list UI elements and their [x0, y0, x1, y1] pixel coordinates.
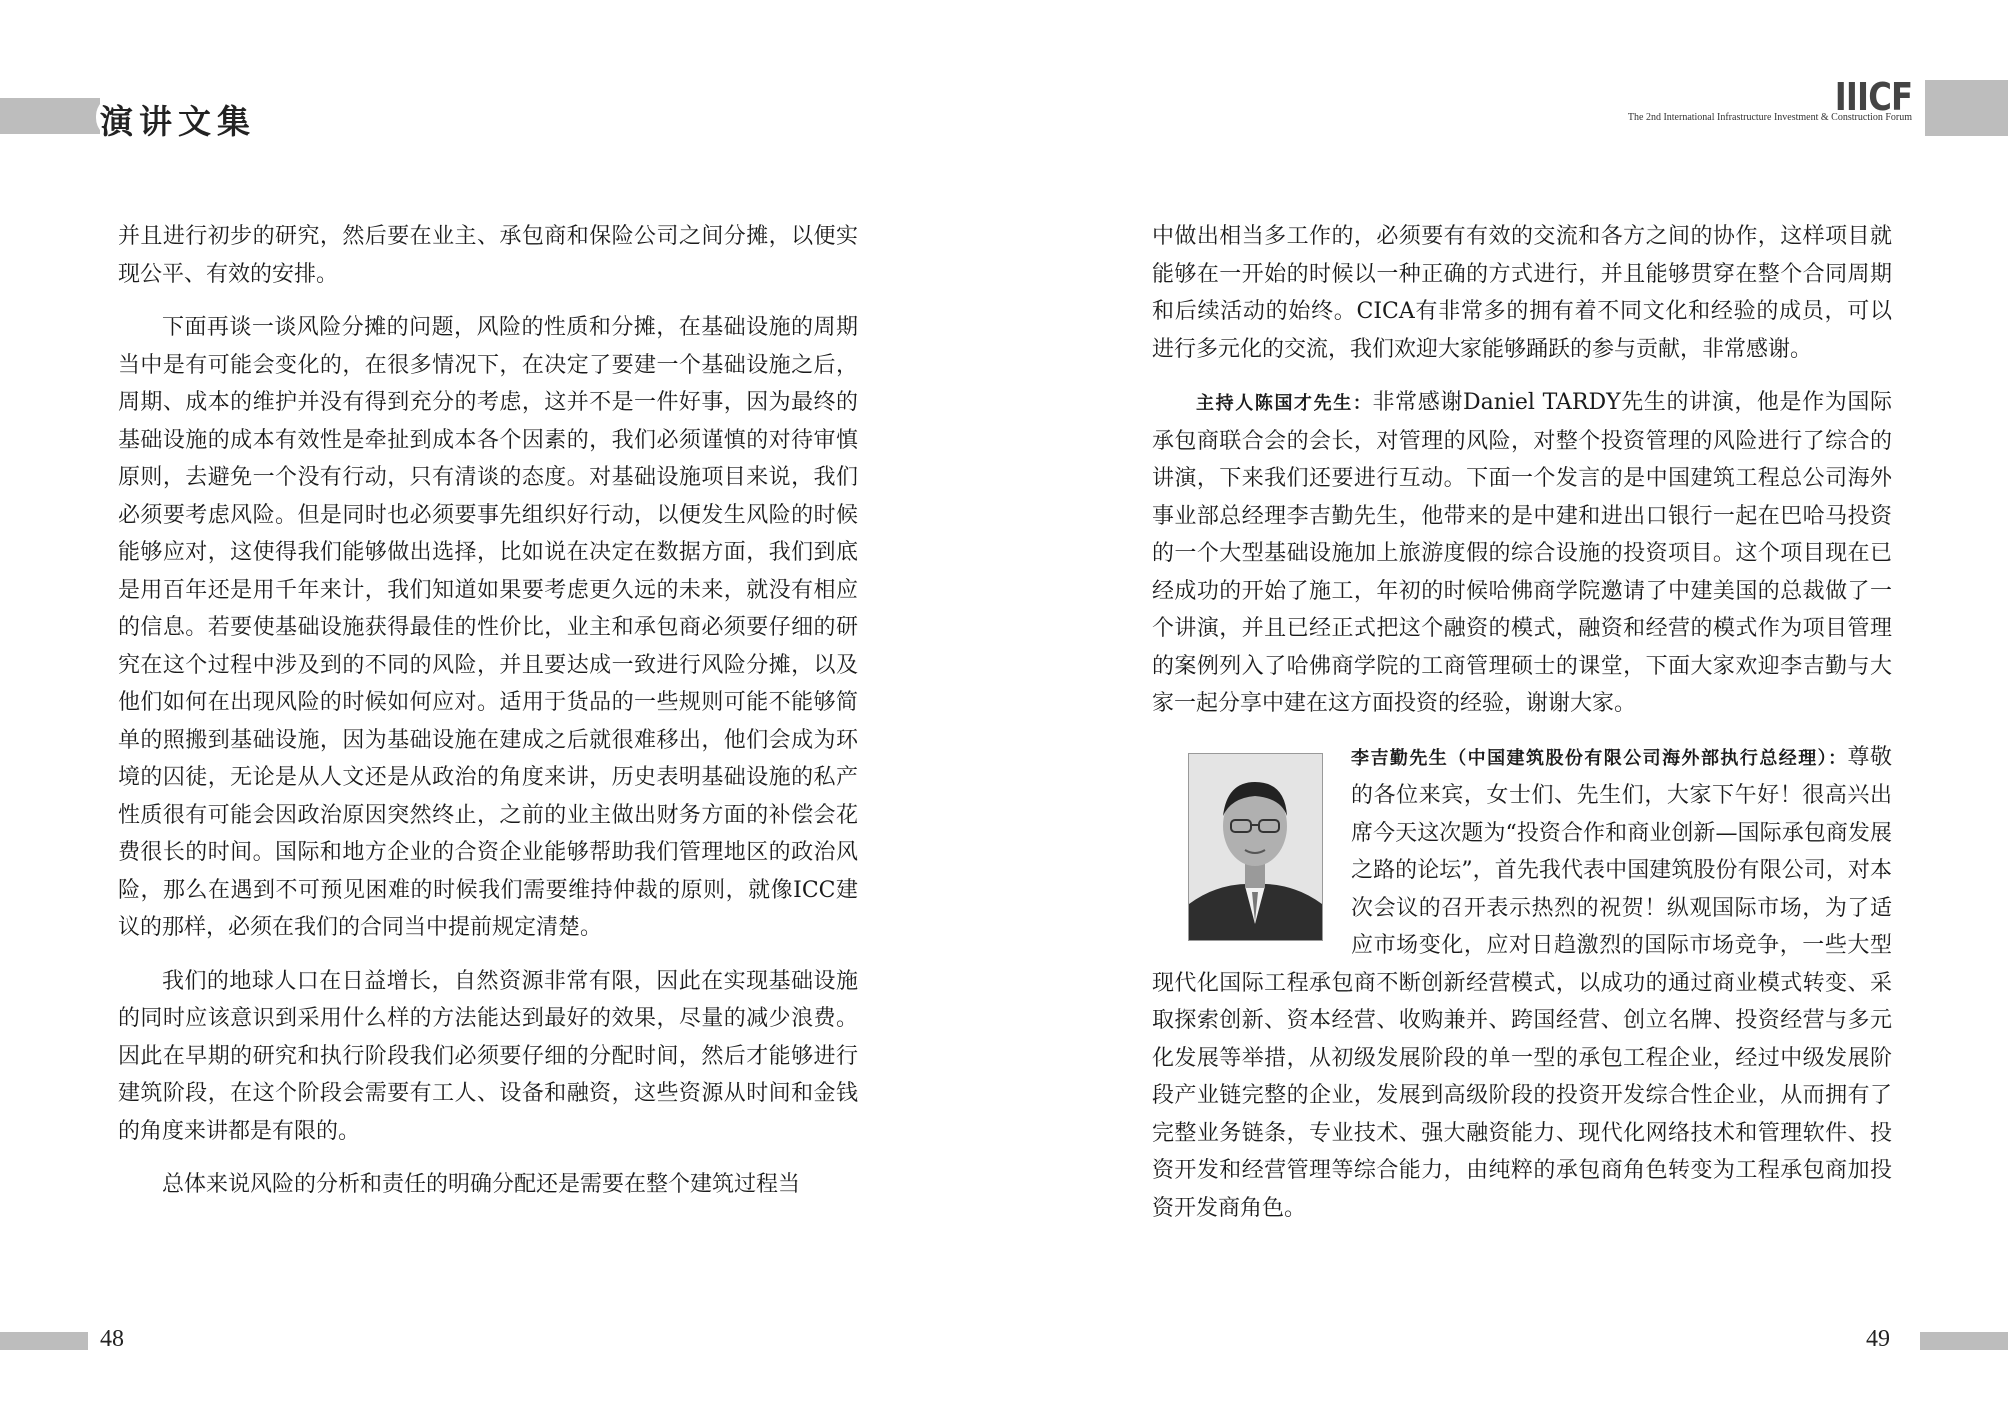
- section-title: 演讲文集: [100, 102, 256, 141]
- speaker-photo: [1188, 753, 1323, 941]
- forum-logo: IIICF: [1834, 75, 1912, 119]
- right-page-body: [1152, 218, 1892, 1243]
- paragraph: 总体来说风险的分析和责任的明确分配还是需要在整个建筑过程当: [162, 1172, 801, 1197]
- footer-bar-right: [1920, 1332, 2008, 1350]
- paragraph: 下面再谈一谈风险分摊的问题，风险的性质和分摊，在基础设施的周期当中是有可能会变化的，在很多情况下，在决定了要建一个基础设施之后，周期、成本的维护并没有得到充分的考虑，这并不是一件好事，因为最终的基础设施的成本有效性是牵扯到成本各个因素的，我们必须谨慎的对待审慎原则，去避免一个没有行动，只有清谈的态度。对基础设施项目来说，我们必须要考虑风险。但是同时也必须要事先组织好行动，以便发生风险的时候能够应对，这使得我们能够做出选择，比如说在决定在数据方面，我们到底是用百年还是用千年来计，我们知道如果要考虑更久远的未来，就没有相应的信息。若要使基础设施获得最佳的性价比，业主和承包商必须要仔细的研究在这个过程中涉及到的不同的风险，并且要达成一致进行风险分摊，以及他们如何在出现风险的时候如何应对。适用于货品的一些规则可能不能够简单的照搬到基础设施，因为基础设施在建成之后就很难移出，他们会成为环境的囚徒，无论是从人文还是从政治的角度来讲，历史表明基础设施的私产性质很有可能会因政治原因突然终止，之前的业主做出财务方面的补偿会花费很长的时间。国际和地方企业的合资企业能够帮助我们管理地区的政治风险，那么在遇到不可预见困难的时候我们需要维持仲裁的原则，就像ICC建议的那样，必须在我们的合同当中提前规定清楚。: [118, 315, 858, 940]
- forum-logo-subtitle: The 2nd International Infrastructure Investment & Construction Forum: [1627, 112, 1912, 123]
- left-page-body: [118, 218, 858, 1220]
- page-number-right: 49: [1866, 1326, 1890, 1352]
- right-header-bar: [1925, 80, 2008, 136]
- host-paragraph: [1152, 384, 1892, 723]
- host-text: 非常感谢Daniel TARDY先生的讲演，他是作为国际承包商联合会的会长，对管理的风险，对整个投资管理的风险进行了综合的讲演，下来我们还要进行互动。下面一个发言的是中国建筑工程总公司海外事业部总经理李吉勤先生，他带来的是中建和进出口银行一起在巴哈马投资的一个大型基础设施加上旅游度假的综合设施的投资项目。这个项目现在已经成功的开始了施工，年初的时候哈佛商学院邀请了中建美国的总裁做了一个讲演，并且已经正式把这个融资的模式，融资和经营的模式作为项目管理的案例列入了哈佛商学院的工商管理硕士的课堂，下面大家欢迎李吉勤与大家一起分享中建在这方面投资的经验，谢谢大家。: [1152, 390, 1892, 716]
- paragraph: 我们的地球人口在日益增长，自然资源非常有限，因此在实现基础设施的同时应该意识到采用什么样的方法能达到最好的效果，尽量的减少浪费。因此在早期的研究和执行阶段我们必须要仔细的分配时间，然后才能够进行建筑阶段，在这个阶段会需要有工人、设备和融资，这些资源从时间和金钱的角度来讲都是有限的。: [118, 968, 858, 1144]
- page-number-left: 48: [100, 1326, 124, 1352]
- paragraph: 并且进行初步的研究，然后要在业主、承包商和保险公司之间分摊，以便实现公平、有效的安排。: [118, 224, 858, 287]
- speaker-label: 李吉勤先生（中国建筑股份有限公司海外部执行总经理）：: [1351, 747, 1848, 769]
- paragraph: 中做出相当多工作的，必须要有有效的交流和各方之间的协作，这样项目就能够在一开始的时候以一种正确的方式进行，并且能够贯穿在整个合同周期和后续活动的始终。CICA有非常多的拥有着不同文化和经验的成员，可以进行多元化的交流，我们欢迎大家能够踊跃的参与贡献，非常感谢。: [1152, 224, 1892, 362]
- footer-bar-left: [0, 1332, 88, 1350]
- left-header-bar: [0, 98, 100, 134]
- host-label: 主持人陈国才先生：: [1196, 393, 1373, 414]
- speaker-text: 尊敬的各位来宾，女士们、先生们，大家下午好！很高兴出席今天这次题为“投资合作和商业创新—国际承包商发展之路的论坛”，首先我代表中国建筑股份有限公司，对本次会议的召开表示热烈的祝贺！纵观国际市场，为了适应市场变化，应对日趋激烈的国际市场竞争，一些大型现代化国际工程承包商不断创新经营模式，以成功的通过商业模式转变、采取探索创新、资本经营、收购兼并、跨国经营、创立名牌、投资经营与多元化发展等举措，从初级发展阶段的单一型的承包工程企业，经过中级发展阶段产业链完整的企业，发展到高级阶段的投资开发综合性企业，从而拥有了完整业务链条，专业技术、强大融资能力、现代化网络技术和管理软件、投资开发和经营管理等综合能力，由纯粹的承包商角色转变为工程承包商加投资开发商角色。: [1152, 744, 1892, 1221]
